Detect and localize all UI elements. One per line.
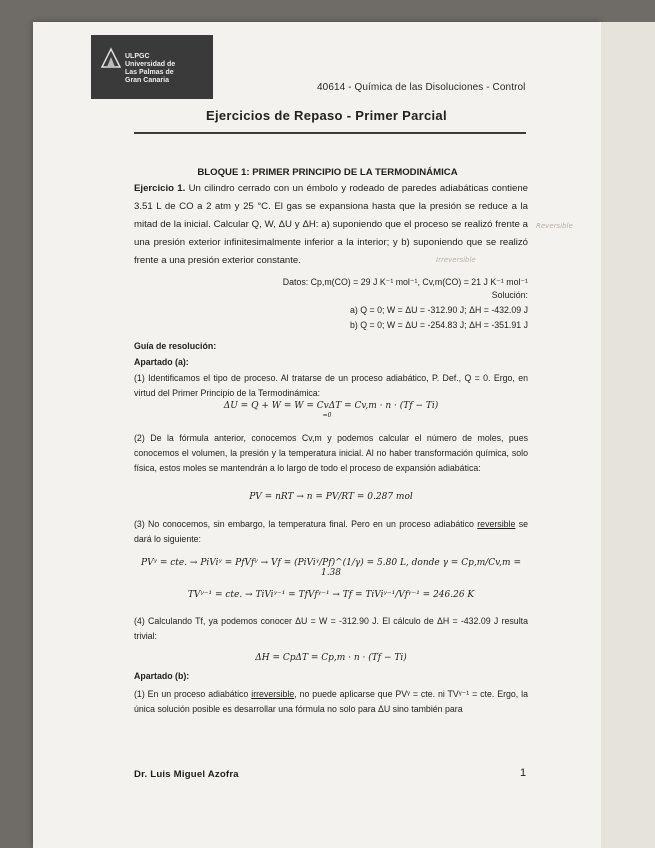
part-a-heading: Apartado (a):	[134, 357, 189, 367]
step-1: (1) Identificamos el tipo de proceso. Al tratarse de un proceso adiabático, P. Def., Q = 0. Ergo, en virtud del Primer Principio de la Termodinámica:	[134, 373, 528, 398]
logo-line: ULPGC	[125, 53, 150, 60]
data-line: Datos: Cp,m(CO) = 29 J K⁻¹ mol⁻¹, Cv,m(CO) = 21 J K⁻¹ mol⁻¹	[282, 277, 528, 287]
equation-3: PVᵞ = cte. → PiViᵞ = PfVfᵞ → Vf = (PiViᵞ/Pf)^(1/γ) = 5.80 L, donde γ = Cp,m/Cv,m = 1.38	[141, 558, 521, 578]
course-header: 40614 - Química de las Disoluciones - Control	[317, 82, 526, 93]
equation-5: ΔH = CpΔT = Cp,m · n · (Tf − Ti)	[255, 653, 407, 663]
logo-text	[125, 53, 211, 85]
page-title: Ejercicios de Repaso - Primer Parcial	[206, 108, 447, 123]
solution-a: a) Q = 0; W = ΔU = -312.90 J; ΔH = -432.09 J	[350, 305, 528, 315]
step-3-post: se dará lo siguiente:	[134, 519, 528, 544]
logo-line: Las Palmas de	[125, 69, 174, 76]
part-b-heading: Apartado (b):	[134, 671, 190, 681]
handwritten-note: Reversible	[536, 222, 573, 230]
step-b1	[134, 687, 528, 717]
solution-b: b) Q = 0; W = ΔU = -254.83 J; ΔH = -351.91 J	[350, 320, 528, 330]
logo-line: Gran Canaria	[125, 77, 169, 84]
step-3-keyword: reversible	[477, 519, 516, 529]
handwritten-note: Irreversible	[436, 256, 476, 264]
solution-label: Solución:	[491, 290, 528, 300]
step-2: (2) De la fórmula anterior, conocemos Cv,m y podemos calcular el número de moles, pues conocemos el volumen, la presión y la temperatura inicial. Al no haber transformación química, solo física, estos moles se mantendrán a lo largo de todo el proceso de expansión adiabática:	[134, 433, 528, 473]
step-4: (4) Calculando Tf, ya podemos conocer ΔU = W = -312.90 J. El cálculo de ΔH = -432.09 J resulta trivial:	[134, 616, 528, 641]
equation-2: PV = nRT → n = PV/RT = 0.287 mol	[249, 492, 413, 502]
equation-1-note: =0	[322, 412, 332, 419]
guide-title: Guía de resolución:	[134, 341, 217, 351]
equation-1-text: ΔU = Q + W = W = CvΔT = Cv,m · n · (Tf − Ti)	[223, 401, 439, 411]
university-logo	[91, 35, 213, 99]
page-number: 1	[520, 767, 527, 779]
exercise-label: Ejercicio 1.	[134, 183, 186, 194]
exercise-text: Un cilindro cerrado con un émbolo y rodeado de paredes adiabáticas contiene 3.51 L de CO a 2 atm y 25 °C. El gas se expansiona hasta que la presión se reduce a la mitad de la inicial. Calcular Q, W, ΔU y ΔH: a) suponiendo que el proceso se realizó frente a una presión exterior infinitesimalmente inferior a la interior; y b) suponiendo que se realizó frente a una presión exterior constante.	[134, 183, 528, 266]
step-3-pre: (3) No conocemos, sin embargo, la temperatura final. Pero en un proceso adiabático	[134, 519, 474, 529]
block-heading: BLOQUE 1: PRIMER PRINCIPIO DE LA TERMODINÁMICA	[197, 167, 458, 178]
page-margin-shadow	[601, 22, 655, 848]
step-b1-keyword: irreversible	[251, 689, 295, 699]
step-3	[134, 517, 528, 547]
step-b1-post: , no puede aplicarse que PVᵞ = cte. ni TVᵞ⁻¹ = cte. Ergo, la única solución posible es desarrollar una fórmula no solo para ΔU sino también para	[134, 689, 528, 714]
step-b1-pre: (1) En un proceso adiabático	[134, 689, 249, 699]
title-divider	[134, 132, 526, 134]
logo-line: Universidad de	[125, 61, 176, 68]
ulpgc-emblem-icon	[100, 47, 122, 69]
footer-author: Dr. Luis Miguel Azofra	[134, 769, 239, 780]
equation-1	[134, 401, 528, 411]
equation-4: TVᵞ⁻¹ = cte. → TiViᵞ⁻¹ = TfVfᵞ⁻¹ → Tf = TiViᵞ⁻¹/Vfᵞ⁻¹ = 246.26 K	[187, 590, 475, 600]
